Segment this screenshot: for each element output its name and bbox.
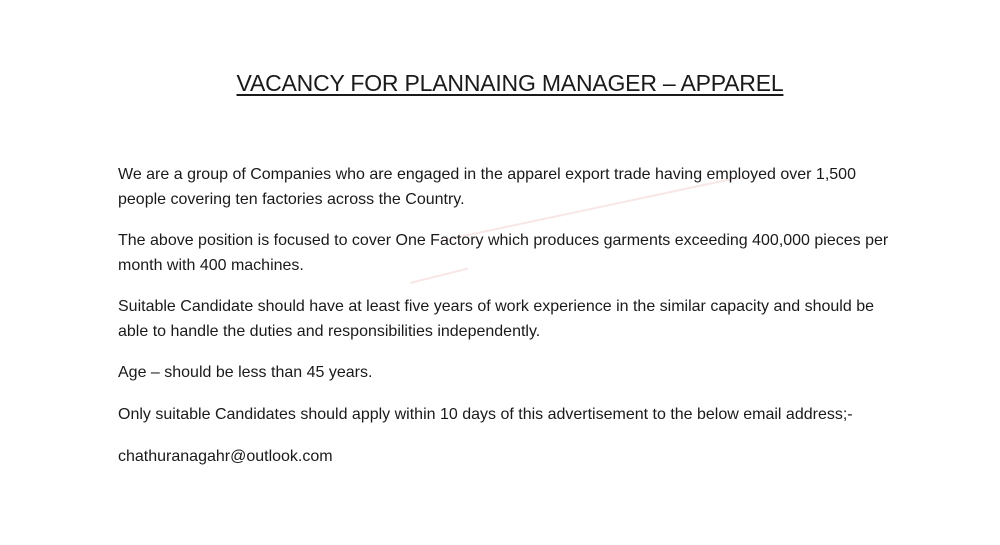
contact-email: chathuranagahr@outlook.com (118, 448, 333, 465)
page-title: VACANCY FOR PLANNAING MANAGER – APPAREL (236, 70, 784, 96)
paragraph-position-scope: The above position is focused to cover One Factory which produces garments exceeding 400,000 pieces per month with 400 machines. (118, 232, 889, 274)
paragraph-application-instructions: Only suitable Candidates should apply within 10 days of this advertisement to the below email address;- (118, 406, 853, 423)
document-body (118, 162, 898, 486)
paragraph-candidate-requirements: Suitable Candidate should have at least five years of work experience in the similar capacity and should be able to handle the duties and responsibilities independently. (118, 298, 874, 340)
paragraph-company-intro: We are a group of Companies who are engaged in the apparel export trade having employed over 1,500 people covering ten factories across the Country. (118, 166, 856, 208)
paragraph-age-requirement: Age – should be less than 45 years. (118, 364, 373, 381)
